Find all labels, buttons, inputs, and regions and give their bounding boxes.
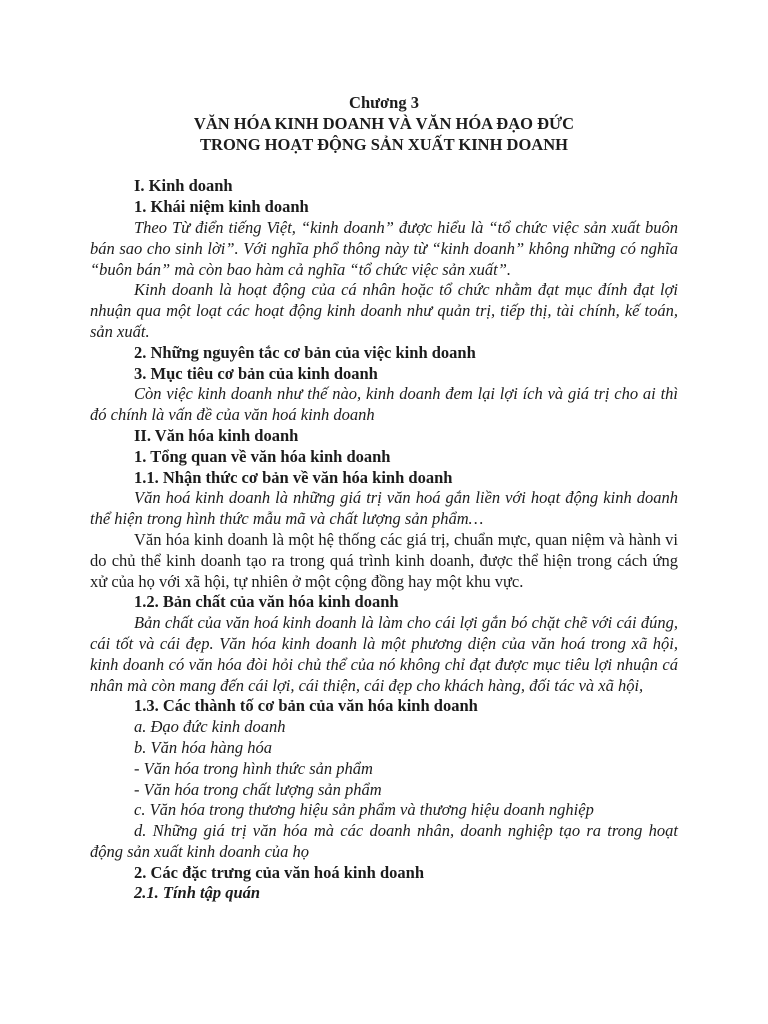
- subsection-heading: 2. Các đặc trưng của văn hoá kinh doanh: [134, 862, 425, 882]
- list-item: a. Đạo đức kinh doanh: [134, 717, 286, 737]
- list-item: c. Văn hóa trong thương hiệu sản phẩm và thương hiệu doanh nghiệp: [134, 800, 594, 820]
- list-item: - Văn hóa trong chất lượng sản phẩm: [134, 779, 382, 799]
- list-item: d. Những giá trị văn hóa mà các doanh nhân, doanh nghiệp tạo ra trong hoạt động sản xuất kinh doanh của họ: [90, 821, 678, 861]
- section-heading: II. Văn hóa kinh doanh: [134, 425, 299, 445]
- spacer: [90, 155, 678, 176]
- paragraph: Văn hoá kinh doanh là những giá trị văn hoá gắn liền với hoạt động kinh doanh thể hiện trong hình thức mẫu mã và chất lượng sản phẩm…: [90, 488, 678, 529]
- subsection-heading: 1.2. Bản chất của văn hóa kinh doanh: [134, 592, 399, 612]
- chapter-title-line-1: VĂN HÓA KINH DOANH VÀ VĂN HÓA ĐẠO ĐỨC: [193, 113, 575, 133]
- section-heading: I. Kinh doanh: [134, 176, 233, 196]
- document-page: [90, 93, 678, 904]
- subsection-heading: 3. Mục tiêu cơ bản của kinh doanh: [134, 363, 378, 383]
- subsection-heading: 1.1. Nhận thức cơ bản về văn hóa kinh doanh: [134, 467, 453, 487]
- paragraph: Kinh doanh là hoạt động của cá nhân hoặc tổ chức nhằm đạt mục đính đạt lợi nhuận qua một loạt các hoạt động kinh doanh như quản trị, tiếp thị, tài chính, kế toán, sản xuất.: [90, 280, 678, 341]
- chapter-label: Chương 3: [349, 93, 419, 112]
- paragraph: Bản chất của văn hoá kinh doanh là làm cho cái lợi gắn bó chặt chẽ với cái đúng, cái tốt và cái đẹp. Văn hóa kinh doanh là một phương diện của văn hoá trong xã hội, kinh doanh có văn hóa đòi hỏi chủ thể của nó không chỉ đạt được mục tiêu lợi nhuận cá nhân mà còn mang đến cái lợi, cái thiện, cái đẹp cho khách hàng, đối tác và xã hội,: [90, 613, 678, 695]
- paragraph: Văn hóa kinh doanh là một hệ thống các giá trị, chuẩn mực, quan niệm và hành vi do chủ thể kinh doanh tạo ra trong quá trình kinh doanh, được thể hiện trong cách ứng xử của họ với xã hội, tự nhiên ở một cộng đồng hay một khu vực.: [90, 529, 678, 591]
- subsection-heading: 2.1. Tính tập quán: [134, 883, 261, 903]
- paragraph: Còn việc kinh doanh như thế nào, kinh doanh đem lại lợi ích và giá trị cho ai thì đó chính là vấn đề của văn hoá kinh doanh: [90, 384, 678, 425]
- list-item: - Văn hóa trong hình thức sản phẩm: [134, 758, 373, 778]
- subsection-heading: 1. Tổng quan về văn hóa kinh doanh: [134, 446, 391, 466]
- subsection-heading: 1. Khái niệm kinh doanh: [134, 197, 309, 217]
- subsection-heading: 1.3. Các thành tố cơ bản của văn hóa kinh doanh: [134, 696, 478, 716]
- subsection-heading: 2. Những nguyên tắc cơ bản của việc kinh doanh: [134, 342, 476, 362]
- paragraph: Theo Từ điển tiếng Việt, “kinh doanh” được hiểu là “tổ chức việc sản xuất buôn bán sao cho sinh lời”. Với nghĩa phổ thông này từ “kinh doanh” không những có nghĩa “buôn bán” mà còn bao hàm cả nghĩa “tổ chức việc sản xuất”.: [90, 217, 678, 279]
- chapter-title-line-2: TRONG HOẠT ĐỘNG SẢN XUẤT KINH DOANH: [200, 134, 568, 154]
- list-item: b. Văn hóa hàng hóa: [134, 737, 272, 757]
